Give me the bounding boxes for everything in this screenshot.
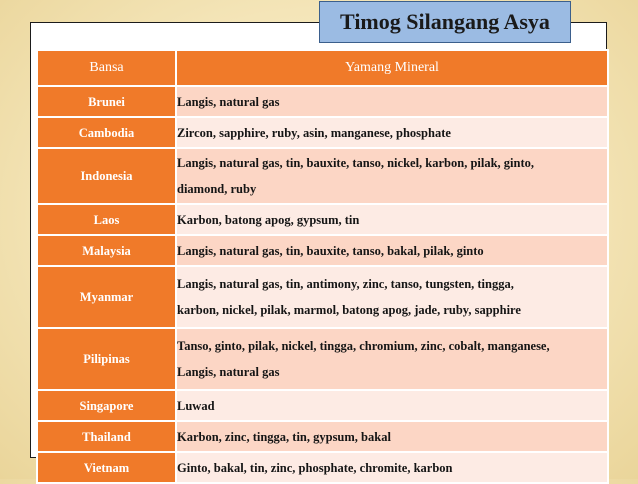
- country-cell: Pilipinas: [37, 328, 176, 390]
- country-cell: Thailand: [37, 421, 176, 452]
- header-country: Bansa: [37, 50, 176, 86]
- minerals-cell: [176, 235, 608, 266]
- minerals-line: Luwad: [177, 398, 215, 413]
- country-cell: Cambodia: [37, 117, 176, 148]
- minerals-cell: [176, 204, 608, 235]
- table-row: [37, 390, 608, 421]
- table-row: [37, 328, 608, 390]
- table-header-row: [37, 50, 608, 86]
- minerals-line: diamond, ruby: [177, 182, 257, 196]
- minerals-line: Ginto, bakal, tin, zinc, phosphate, chromite, karbon: [177, 460, 453, 475]
- table-row: [37, 452, 608, 483]
- minerals-cell: [176, 421, 608, 452]
- slide-title: Timog Silangang Asya: [340, 9, 550, 34]
- table-row: [37, 148, 608, 204]
- country-cell: Vietnam: [37, 452, 176, 483]
- country-cell: Singapore: [37, 390, 176, 421]
- minerals-line: Langis, natural gas: [177, 94, 280, 109]
- minerals-line: Tanso, ginto, pilak, nickel, tingga, chromium, zinc, cobalt, manganese,: [177, 339, 550, 353]
- minerals-line: Langis, natural gas: [177, 365, 280, 379]
- country-cell: Myanmar: [37, 266, 176, 328]
- minerals-cell: [176, 148, 608, 204]
- minerals-line: karbon, nickel, pilak, marmol, batong apog, jade, ruby, sapphire: [177, 303, 521, 317]
- table-row: [37, 204, 608, 235]
- minerals-cell: [176, 328, 608, 390]
- minerals-line: Langis, natural gas, tin, antimony, zinc, tanso, tungsten, tingga,: [177, 277, 514, 291]
- minerals-cell: [176, 266, 608, 328]
- minerals-cell: [176, 86, 608, 117]
- title-box: [319, 1, 571, 43]
- table-row: [37, 421, 608, 452]
- minerals-line: Karbon, batong apog, gypsum, tin: [177, 212, 360, 227]
- table-row: [37, 266, 608, 328]
- minerals-table: [36, 49, 609, 484]
- table-row: [37, 117, 608, 148]
- country-cell: Brunei: [37, 86, 176, 117]
- table-row: [37, 86, 608, 117]
- minerals-line: Langis, natural gas, tin, bauxite, tanso, nickel, karbon, pilak, ginto,: [177, 156, 535, 170]
- minerals-cell: [176, 390, 608, 421]
- minerals-cell: [176, 117, 608, 148]
- country-cell: Laos: [37, 204, 176, 235]
- minerals-line: Karbon, zinc, tingga, tin, gypsum, bakal: [177, 429, 391, 444]
- country-cell: Malaysia: [37, 235, 176, 266]
- table-row: [37, 235, 608, 266]
- country-cell: Indonesia: [37, 148, 176, 204]
- minerals-line: Zircon, sapphire, ruby, asin, manganese, phosphate: [177, 125, 451, 140]
- minerals-line: Langis, natural gas, tin, bauxite, tanso, bakal, pilak, ginto: [177, 243, 484, 258]
- minerals-cell: [176, 452, 608, 483]
- header-minerals: Yamang Mineral: [176, 50, 608, 86]
